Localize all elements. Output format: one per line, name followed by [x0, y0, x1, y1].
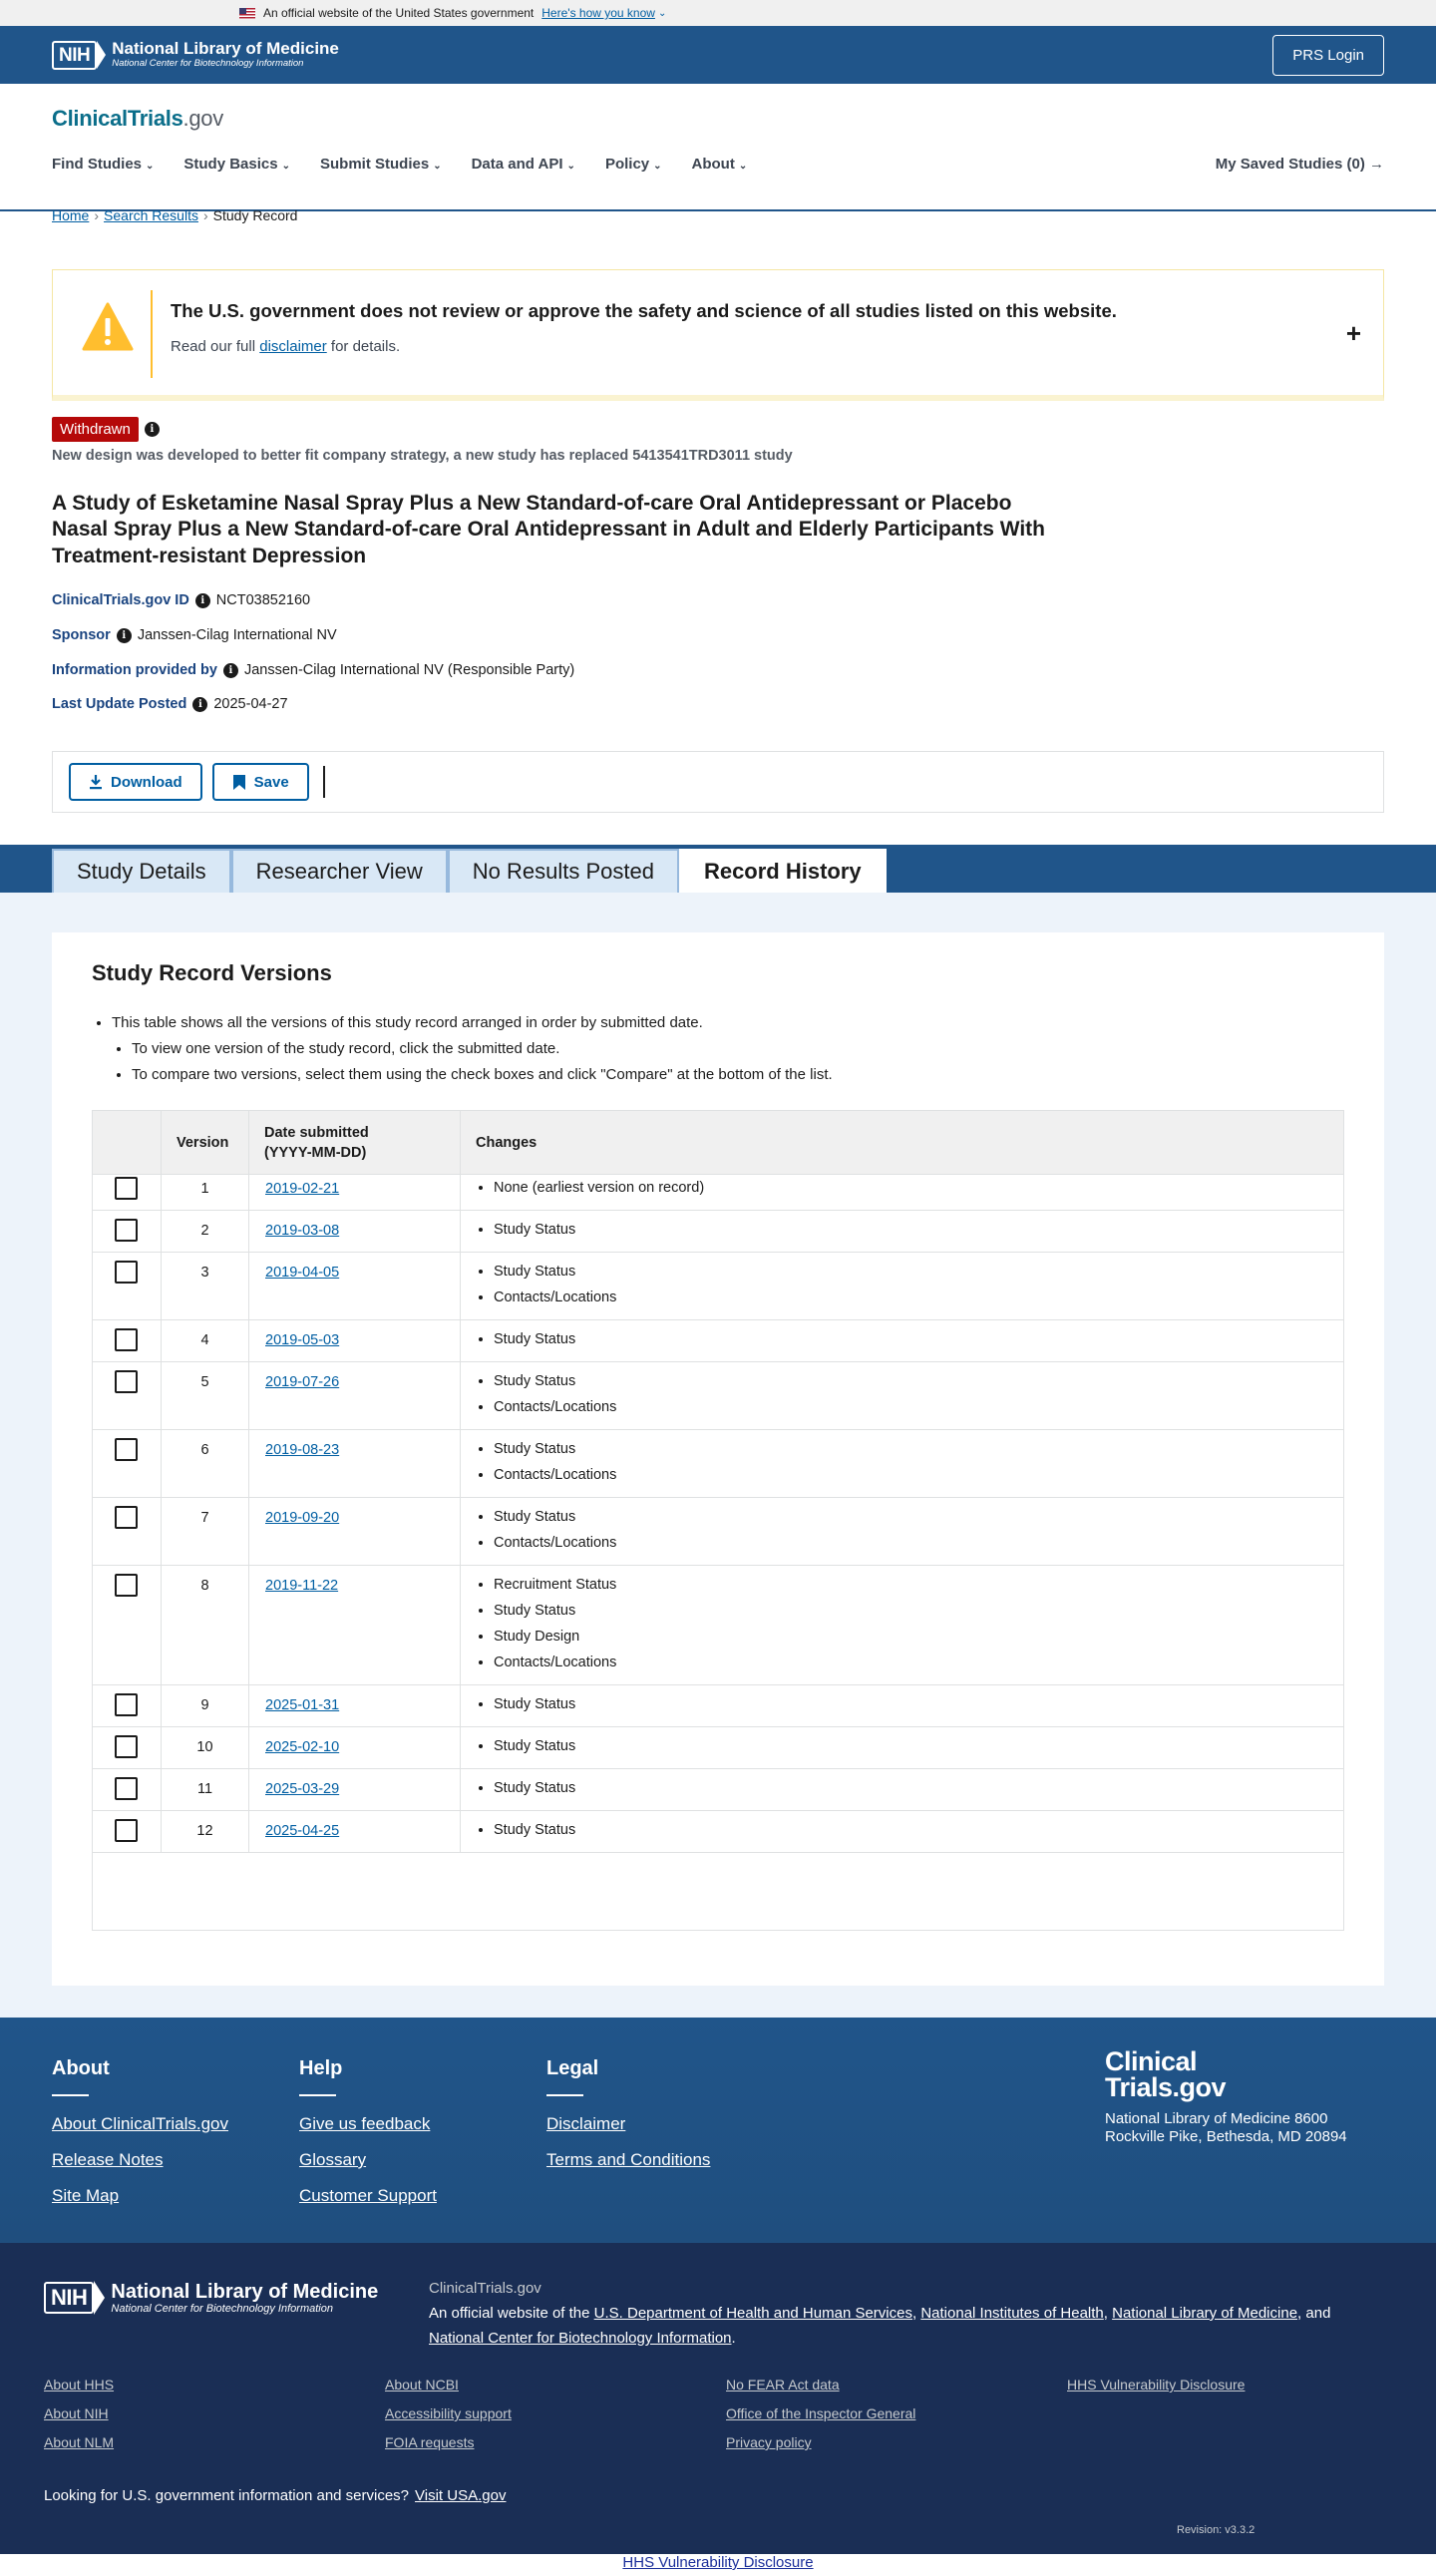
tab-record-history[interactable]: Record History: [679, 849, 887, 893]
us-flag-icon: [239, 8, 255, 19]
version-row: [93, 1566, 1343, 1685]
footer-link-disclaimer[interactable]: Disclaimer: [546, 2114, 626, 2133]
status-row: [52, 417, 160, 442]
version-date-link[interactable]: 2025-04-25: [265, 1823, 340, 1839]
logo-gov-text: .gov: [182, 106, 223, 131]
footer-about-title: About: [52, 2057, 110, 2079]
change-item: • Study Status: [494, 1504, 1344, 1530]
change-item: • Study Status: [494, 1733, 1344, 1759]
change-item: • Study Status: [494, 1817, 1344, 1843]
gov-banner: [0, 0, 1436, 26]
my-saved-studies-link[interactable]: My Saved Studies (0) →: [1215, 156, 1384, 173]
footer-brand: [1105, 2046, 1364, 2146]
footer-links-col1: [44, 2377, 114, 2463]
breadcrumb: [52, 207, 297, 223]
footer-link-about-nlm[interactable]: About NLM: [44, 2434, 115, 2450]
version-number: 10: [162, 1727, 249, 1768]
change-item: • None (earliest version on record): [494, 1175, 1344, 1201]
info-icon[interactable]: i: [192, 697, 207, 712]
footer-address: National Library of Medicine 8600 Rockville Pike, Bethesda, MD 20894: [1105, 2110, 1347, 2146]
change-item: • Contacts/Locations: [494, 1394, 1344, 1420]
clinicaltrials-logo[interactable]: [52, 106, 223, 132]
breadcrumb-search-results[interactable]: Search Results: [104, 207, 198, 223]
version-changes: [461, 1314, 1344, 1352]
footer-link-release-notes[interactable]: Release Notes: [52, 2150, 164, 2169]
version-date-link[interactable]: 2019-09-20: [265, 1510, 340, 1526]
change-item: • Contacts/Locations: [494, 1462, 1344, 1488]
footer-legal: [546, 2057, 710, 2186]
version-row: [93, 1253, 1343, 1320]
meta-last-update: [52, 696, 288, 712]
footer-ct-label: ClinicalTrials.gov: [429, 2280, 541, 2297]
disclaimer-alert: [52, 269, 1384, 401]
chevron-right-icon: ›: [94, 207, 100, 223]
gov-banner-text: An official website of the United States government: [263, 6, 535, 20]
version-number: 6: [162, 1430, 249, 1497]
main-nav: [52, 156, 747, 173]
nav-policy[interactable]: Policy ⌄: [604, 156, 662, 173]
chevron-down-icon: ⌄: [566, 161, 575, 172]
action-bar: [52, 751, 1384, 813]
version-checkbox[interactable]: [115, 1777, 138, 1800]
version-checkbox[interactable]: [115, 1735, 138, 1758]
footer-help: [299, 2057, 437, 2222]
version-changes: [461, 1679, 1344, 1717]
footer-about: [52, 2057, 228, 2222]
alert-title: The U.S. government does not review or approve the safety and science of all studies listed on this website.: [171, 300, 1117, 321]
bookmark-icon: [232, 774, 246, 791]
change-item: • Study Status: [494, 1326, 1344, 1352]
col-version-header: Version: [162, 1111, 249, 1175]
nih-logo-box: NIH: [52, 41, 97, 70]
version-changes: [461, 1721, 1344, 1759]
chevron-down-icon: ⌄: [657, 7, 667, 19]
versions-table: [92, 1110, 1344, 1931]
version-date-link[interactable]: 2019-11-22: [265, 1578, 339, 1594]
version-number: 4: [162, 1320, 249, 1361]
version-number: 1: [162, 1169, 249, 1210]
site-header: [0, 84, 1436, 211]
version-changes: [461, 1205, 1344, 1243]
change-item: • Study Status: [494, 1368, 1344, 1394]
version-number: 3: [162, 1253, 249, 1319]
usagov-row: Looking for U.S. government information and services? Visit USA.gov: [44, 2487, 507, 2504]
change-item: • Study Status: [494, 1259, 1344, 1285]
nct-id-value: NCT03852160: [215, 592, 311, 608]
info-icon[interactable]: i: [223, 663, 238, 678]
nav-study-basics[interactable]: Study Basics ⌄: [183, 156, 290, 173]
version-checkbox[interactable]: [115, 1177, 138, 1200]
usagov-link[interactable]: Visit USA.gov: [415, 2487, 507, 2504]
version-date-link[interactable]: 2019-04-05: [265, 1265, 340, 1281]
bottom-vulnerability-link[interactable]: HHS Vulnerability Disclosure: [622, 2554, 814, 2571]
footer-link-about-ct[interactable]: About ClinicalTrials.gov: [52, 2114, 228, 2133]
alert-divider: [151, 290, 153, 378]
info-provided-value: Janssen-Cilag International NV (Responsible Party): [243, 662, 575, 678]
nlm-footer: [0, 2243, 1436, 2576]
version-date-link[interactable]: 2019-07-26: [265, 1374, 340, 1390]
ncbi-link[interactable]: National Center for Biotechnology Information: [429, 2330, 732, 2347]
footer-link-terms[interactable]: Terms and Conditions: [546, 2150, 711, 2169]
nih-logo-box: NIH: [44, 2282, 94, 2314]
last-update-value: 2025-04-27: [213, 696, 288, 712]
version-changes: [461, 1763, 1344, 1801]
disclaimer-link[interactable]: disclaimer: [259, 338, 327, 355]
version-row: [93, 1811, 1343, 1853]
nav-submit-studies[interactable]: Submit Studies ⌄: [320, 156, 442, 173]
bottom-link-bar: [0, 2554, 1436, 2576]
alert-body: Read our full disclaimer for details.: [171, 338, 401, 355]
footer-link-site-map[interactable]: Site Map: [52, 2186, 120, 2205]
version-checkbox[interactable]: [115, 1261, 138, 1284]
footer-link-inspector-general[interactable]: Office of the Inspector General: [726, 2405, 916, 2421]
nct-id-label: ClinicalTrials.gov ID: [52, 592, 189, 608]
arrow-right-icon: →: [1369, 156, 1384, 173]
info-provided-label: Information provided by: [52, 662, 217, 678]
sponsor-value: Janssen-Cilag International NV: [137, 627, 337, 643]
change-item: • Recruitment Status: [494, 1572, 1344, 1598]
footer-help-title: Help: [299, 2057, 343, 2079]
footer-link-customer-support[interactable]: Customer Support: [299, 2186, 437, 2205]
version-row: [93, 1430, 1343, 1498]
study-tabs: [52, 849, 887, 893]
change-item: • Study Status: [494, 1775, 1344, 1801]
chevron-right-icon: ›: [202, 207, 208, 223]
version-number: 11: [162, 1769, 249, 1810]
version-checkbox[interactable]: [115, 1819, 138, 1842]
version-checkbox[interactable]: [115, 1693, 138, 1716]
version-number: 5: [162, 1362, 249, 1429]
footer-links-col3: [726, 2377, 915, 2463]
version-checkbox[interactable]: [115, 1219, 138, 1242]
versions-table-body: [93, 1169, 1343, 1853]
version-date-link[interactable]: 2019-02-21: [265, 1181, 340, 1197]
sponsor-label: Sponsor: [52, 627, 111, 643]
version-changes: [461, 1492, 1344, 1556]
nav-find-studies[interactable]: Find Studies ⌄: [52, 156, 155, 173]
info-icon[interactable]: i: [145, 422, 160, 437]
version-checkbox[interactable]: [115, 1574, 138, 1597]
versions-heading: Study Record Versions: [92, 960, 332, 985]
nih-logo-arrow: [97, 41, 106, 69]
chevron-down-icon: ⌄: [433, 161, 442, 172]
change-item: • Study Design: [494, 1624, 1344, 1650]
version-changes: [461, 1805, 1344, 1843]
footer-link-vulnerability[interactable]: HHS Vulnerability Disclosure: [1067, 2377, 1246, 2392]
version-date-link[interactable]: 2025-02-10: [265, 1739, 340, 1755]
revision-label: Revision: v3.3.2: [1177, 2524, 1256, 2536]
version-changes: [461, 1560, 1344, 1675]
version-date-link[interactable]: 2019-05-03: [265, 1332, 340, 1348]
footer-link-about-hhs[interactable]: About HHS: [44, 2377, 115, 2392]
status-description: New design was developed to better fit company strategy, a new study has replaced 5413541TRD3011 study: [52, 448, 793, 464]
version-row: [93, 1362, 1343, 1430]
nlm-logo[interactable]: [52, 40, 339, 69]
nlm-logo-title: National Library of Medicine: [112, 39, 339, 59]
version-changes: [461, 1356, 1344, 1420]
intro-subitem: • To view one version of the study record, click the submitted date.: [132, 1036, 833, 1062]
change-item: • Study Status: [494, 1598, 1344, 1624]
chevron-down-icon: ⌄: [653, 161, 662, 172]
versions-intro: [92, 1010, 833, 1088]
prs-login-button[interactable]: PRS Login: [1272, 35, 1384, 76]
breadcrumb-current: Study Record: [212, 207, 298, 223]
version-number: 12: [162, 1811, 249, 1852]
footer-link-about-nih[interactable]: About NIH: [44, 2405, 109, 2421]
footer-links-col4: [1067, 2377, 1245, 2405]
change-item: • Contacts/Locations: [494, 1285, 1344, 1310]
version-date-link[interactable]: 2025-03-29: [265, 1781, 340, 1797]
meta-sponsor: [52, 627, 337, 643]
nih-link[interactable]: National Institutes of Health: [920, 2305, 1104, 2322]
logo-main-text: ClinicalTrials: [52, 106, 183, 131]
chevron-down-icon: ⌄: [281, 161, 290, 172]
nlm-link[interactable]: National Library of Medicine: [1112, 2305, 1298, 2322]
record-history-card: [52, 932, 1384, 1986]
footer-link-feedback[interactable]: Give us feedback: [299, 2114, 431, 2133]
version-date-link[interactable]: 2019-08-23: [265, 1442, 340, 1458]
chevron-down-icon: ⌄: [146, 161, 155, 172]
footer-link-glossary[interactable]: Glossary: [299, 2150, 367, 2169]
version-date-link[interactable]: 2019-03-08: [265, 1223, 340, 1239]
text-cursor: [323, 766, 325, 798]
expand-plus-icon[interactable]: +: [1345, 318, 1361, 348]
version-checkbox[interactable]: [115, 1370, 138, 1393]
version-checkbox[interactable]: [115, 1438, 138, 1461]
col-date-header: Date submitted (YYYY-MM-DD): [249, 1111, 461, 1175]
footer-link-about-ncbi[interactable]: About NCBI: [385, 2377, 459, 2392]
study-title: A Study of Esketamine Nasal Spray Plus a New Standard-of-care Oral Antidepressant or Placebo Nasal Spray Plus a New Standard-of-care Oral Antidepressant in Adult and Elderly Participants With Treatment-resistant Depression: [52, 492, 1045, 567]
change-item: • Study Status: [494, 1217, 1344, 1243]
official-website-text: ClinicalTrials.gov An official website of the U.S. Department of Health and Human Services, National Institutes of Health, National Library of Medicine, and National Center for Biotechnology Information.: [429, 2276, 1356, 2351]
save-button[interactable]: Save: [212, 763, 309, 801]
breadcrumb-home[interactable]: Home: [52, 207, 90, 223]
footer-logo-line1: Clinical: [1105, 2046, 1198, 2076]
nav-data-and-api[interactable]: Data and API ⌄: [471, 156, 575, 173]
tab-no-results-posted[interactable]: No Results Posted: [448, 849, 679, 893]
version-number: 7: [162, 1498, 249, 1565]
footer-logo-line2: Trials.gov: [1105, 2071, 1227, 2102]
chevron-down-icon: ⌄: [738, 161, 748, 172]
footer-link-accessibility[interactable]: Accessibility support: [385, 2405, 512, 2421]
version-date-link[interactable]: 2025-01-31: [265, 1697, 340, 1713]
col-changes-header: Changes: [476, 1134, 538, 1151]
nih-header: [0, 26, 1436, 84]
col-select-header: [93, 1111, 162, 1175]
warning-icon: [82, 301, 134, 353]
tab-researcher-view[interactable]: Researcher View: [231, 849, 448, 893]
version-number: 2: [162, 1211, 249, 1252]
intro-item: • This table shows all the versions of this study record arranged in order by submitted date. • To view one version of the study record, click the submitted date. • To compare two versions, select them using the check boxes and click "Compare" at the bottom of the list.: [112, 1010, 833, 1088]
footer-link-foia[interactable]: FOIA requests: [385, 2434, 475, 2450]
change-item: • Study Status: [494, 1436, 1344, 1462]
info-icon[interactable]: i: [117, 628, 132, 643]
nlm-footer-logo[interactable]: NIH National Library of Medicine National Center for Biotechnology Information: [44, 2281, 378, 2315]
version-checkbox[interactable]: [115, 1506, 138, 1529]
site-footer: [0, 2018, 1436, 2243]
nav-about[interactable]: About ⌄: [691, 156, 748, 173]
version-checkbox[interactable]: [115, 1328, 138, 1351]
footer-links-col2: [385, 2377, 512, 2463]
version-number: 9: [162, 1685, 249, 1726]
info-icon[interactable]: i: [195, 593, 210, 608]
withdrawn-badge: Withdrawn: [52, 417, 139, 442]
intro-subitem: • To compare two versions, select them using the check boxes and click "Compare" at the bottom of the list.: [132, 1062, 833, 1088]
change-item: • Contacts/Locations: [494, 1650, 1344, 1675]
download-button[interactable]: Download: [69, 763, 202, 801]
change-item: • Study Status: [494, 1691, 1344, 1717]
version-row: [93, 1498, 1343, 1566]
footer-link-no-fear[interactable]: No FEAR Act data: [726, 2377, 840, 2392]
heres-how-you-know-link[interactable]: Here's how you know: [541, 6, 655, 20]
version-changes: [461, 1247, 1344, 1310]
hhs-link[interactable]: U.S. Department of Health and Human Services: [593, 2305, 912, 2322]
change-item: • Contacts/Locations: [494, 1530, 1344, 1556]
versions-table-header: [93, 1111, 1343, 1175]
tab-study-details[interactable]: Study Details: [52, 849, 231, 893]
last-update-label: Last Update Posted: [52, 696, 187, 712]
nlm-logo-subtitle: National Center for Biotechnology Information: [112, 58, 304, 70]
footer-link-privacy[interactable]: Privacy policy: [726, 2434, 812, 2450]
footer-legal-title: Legal: [546, 2057, 599, 2079]
meta-info-provided: [52, 662, 574, 678]
version-changes: [461, 1424, 1344, 1488]
meta-nct-id: [52, 592, 310, 608]
download-icon: [89, 774, 103, 790]
version-number: 8: [162, 1566, 249, 1684]
